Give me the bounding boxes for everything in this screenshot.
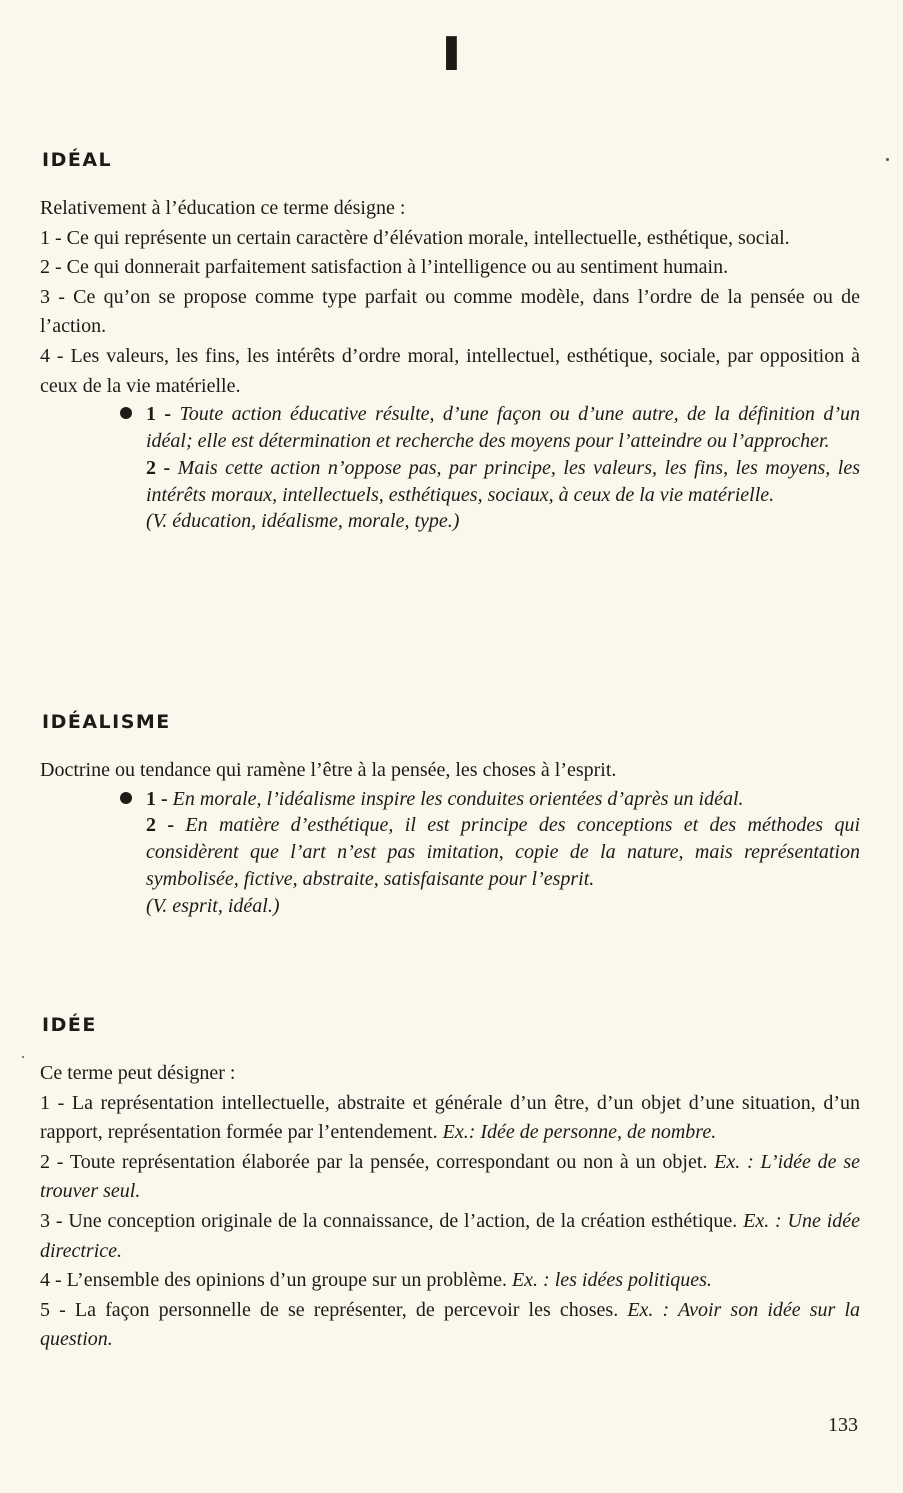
- entry-intro: Ce terme peut désigner :: [40, 1062, 236, 1084]
- note-text: En matière d’esthétique, il est principe des conceptions et des méthodes qui considèrent que l’art n’est pas imitation, copie de la nature, mais représentation symbolisée, fictive, abstraite, satisfaisante pour l’esprit.: [146, 814, 860, 890]
- note-item: [146, 812, 860, 892]
- bullet-icon: [120, 407, 132, 419]
- note-number: 2 -: [146, 814, 175, 837]
- note-text: En morale, l’idéalisme inspire les conduites orientées d’après un idéal.: [172, 787, 744, 810]
- note-item: [146, 786, 860, 813]
- example-text: Ex. : les idées politiques.: [511, 1269, 712, 1292]
- bullet-icon: [120, 792, 132, 804]
- example-text: Ex. : L’idée de se trouver seul.: [40, 1150, 860, 1203]
- definition-item: 3 - Ce qu’on se propose comme type parfait ou comme modèle, dans l’ordre de la pensée ou de l’action.: [40, 285, 860, 338]
- see-also: (V. éducation, idéalisme, morale, type.): [146, 510, 460, 533]
- entry-title: IDÉALISME: [42, 711, 171, 733]
- section-letter: I: [440, 27, 463, 81]
- definition-item: 1 - Ce qui représente un certain caractère d’élévation morale, intellectuelle, esthétique, social.: [40, 226, 790, 249]
- definition-item: 5 - La façon personnelle de se représenter, de percevoir les choses. Ex. : Avoir son idée sur la question.: [40, 1298, 861, 1351]
- entry-intro: Doctrine ou tendance qui ramène l’être à la pensée, les choses à l’esprit.: [40, 759, 617, 781]
- note-item: [146, 401, 860, 455]
- definition-item: 4 - L’ensemble des opinions d’un groupe sur un problème. Ex. : les idées politiques.: [40, 1269, 712, 1292]
- example-text: Ex. : Une idée directrice.: [40, 1209, 861, 1262]
- notes-block: [146, 401, 860, 535]
- paper-speck: [22, 1056, 24, 1058]
- definition-item: 3 - Une conception originale de la connaissance, de l’action, de la création esthétique. Ex. : Une idée directrice.: [40, 1209, 861, 1262]
- note-text: Mais cette action n’oppose pas, par principe, les valeurs, les fins, les moyens, les intérêts moraux, intellectuels, esthétiques, sociaux, à ceux de la vie matérielle.: [146, 456, 860, 506]
- example-text: Ex.: Idée de personne, de nombre.: [442, 1121, 717, 1144]
- note-item: [146, 455, 860, 509]
- note-number: 1 -: [146, 403, 172, 426]
- definition-item: 2 - Ce qui donnerait parfaitement satisfaction à l’intelligence ou au sentiment humain.: [40, 256, 729, 279]
- page-number: 133: [828, 1414, 858, 1436]
- example-text: Ex. : Avoir son idée sur la question.: [40, 1298, 861, 1351]
- entry-idee: [40, 1013, 860, 1355]
- note-number: 2 -: [146, 456, 171, 479]
- see-also: (V. esprit, idéal.): [146, 894, 280, 917]
- definition-item: 2 - Toute représentation élaborée par la pensée, correspondant ou non à un objet. Ex. : L’idée de se trouver seul.: [40, 1150, 860, 1203]
- entry-title: IDÉE: [42, 1014, 97, 1036]
- definition-item: 1 - La représentation intellectuelle, abstraite et générale d’un être, d’un objet d’une situation, d’un rapport, représentation formée par l’entendement. Ex.: Idée de personne, de nombre.: [40, 1091, 860, 1144]
- note-text: Toute action éducative résulte, d’une façon ou d’une autre, de la définition d’un idéal; elle est détermination et recherche des moyens pour l’atteindre ou l’approcher.: [146, 403, 860, 452]
- entry-title: IDÉAL: [42, 149, 113, 171]
- paper-speck: [886, 158, 889, 161]
- entry-ideal: [40, 148, 860, 535]
- note-number: 1 -: [146, 787, 168, 810]
- notes-block: [146, 786, 860, 920]
- entry-intro: Relativement à l’éducation ce terme désigne :: [40, 197, 406, 219]
- definition-item: 4 - Les valeurs, les fins, les intérêts d’ordre moral, intellectuel, esthétique, sociale, par opposition à ceux de la vie matérielle.: [40, 344, 860, 397]
- entry-idealisme: [40, 710, 860, 920]
